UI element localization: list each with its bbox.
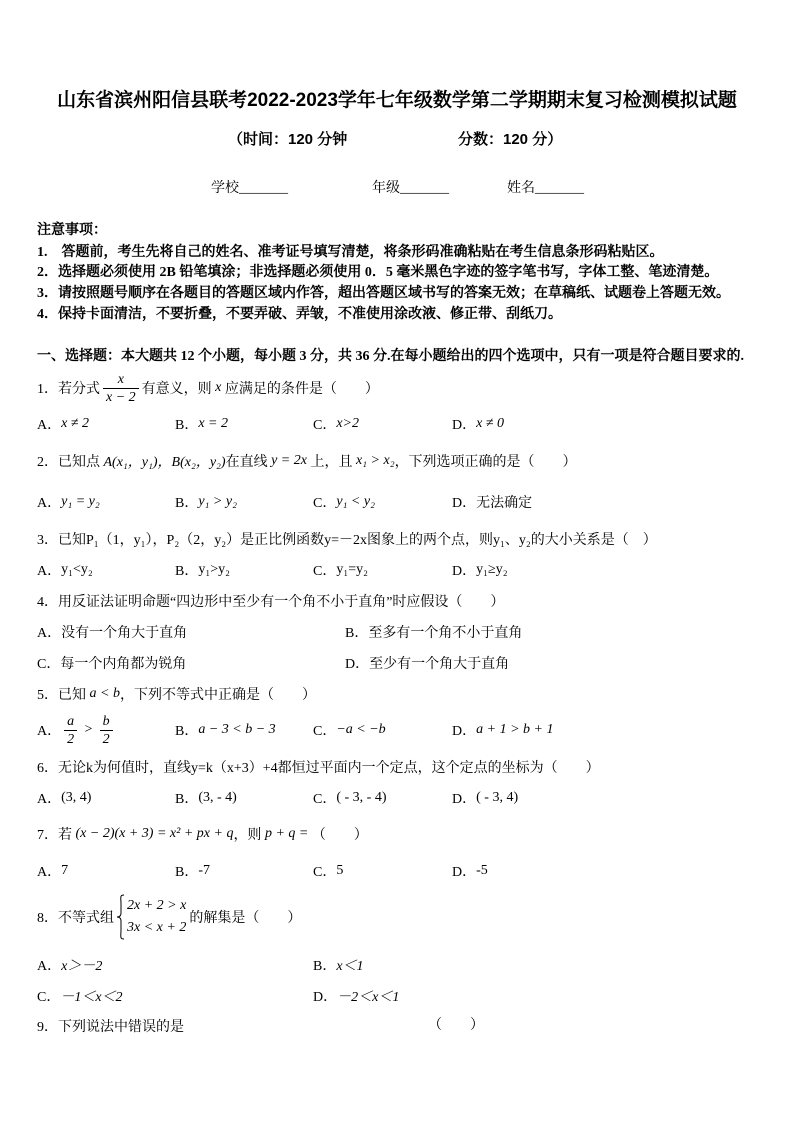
stem-text: 若分式: [58, 382, 100, 397]
grade-field: 年级_______: [372, 181, 449, 196]
question-2-stem: [37, 451, 577, 471]
notice-item-4: 4．保持卡面清洁，不要折叠，不要弄破、弄皱，不准使用涂改液、修正带、刮纸刀。: [37, 307, 562, 322]
stem-text: 3．已知P₁（1，y₁），P₂（2，y₂）是正比例函数y=－2x图象上的两个点，则y₁、y₂的大小关系是（ ）: [37, 533, 657, 548]
stem-text: 的解集是（ ）: [189, 911, 302, 926]
question-8-options-row-2: [0, 986, 794, 1006]
question-number: 8．: [37, 911, 58, 926]
question-8-options-row-1: [0, 955, 794, 975]
notice-item-1: 1. 答题前，考生先将自己的姓名、准考证号填写清楚，将条形码准确粘贴在考生信息条形码粘贴区。: [37, 245, 664, 260]
stem-text: 上，且: [306, 455, 356, 470]
option-value: 至少有一个角大于直角: [369, 657, 510, 672]
stem-text: 有意义，则: [141, 382, 216, 397]
math-expression: (x − 2)(x + 3) = x² + px + q: [75, 826, 234, 841]
math-points: A(x₁，y₁)，B(x₂，y₂): [103, 455, 226, 470]
stem-text: 已知: [58, 688, 90, 703]
option-d: [452, 414, 504, 434]
question-2-options: [0, 492, 794, 512]
option-d: [452, 560, 508, 580]
option-value: -5: [476, 863, 488, 878]
question-3-stem: [37, 529, 657, 549]
option-label: A．: [37, 865, 62, 880]
question-1-options: [0, 414, 794, 434]
option-label: A．: [37, 724, 62, 739]
stem-text: 9．下列说法中错误的是: [37, 1020, 184, 1035]
fraction-numerator: a: [67, 713, 75, 729]
inequality-system: [116, 894, 186, 940]
option-c: [313, 492, 375, 512]
question-3-options: [0, 560, 794, 580]
option-label: A．: [37, 564, 62, 579]
math-condition: a < b: [89, 686, 120, 701]
option-label: C．: [313, 792, 337, 807]
option-value: 没有一个角大于直角: [61, 626, 188, 641]
option-c: [313, 861, 343, 881]
option-label: C．: [37, 657, 61, 672]
option-value: x＜1: [336, 959, 364, 974]
math-condition: x₁ > x₂: [355, 453, 395, 468]
option-value: ( - 3, - 4): [336, 790, 387, 805]
option-label: D．: [452, 418, 477, 433]
option-value: y₁ = y₂: [61, 494, 100, 509]
option-label: C．: [313, 724, 337, 739]
question-5-stem: [37, 684, 316, 704]
math-operator: >: [80, 722, 97, 737]
question-4-options-row-2: [0, 653, 794, 673]
option-b: [175, 861, 210, 881]
option-value: y₁>y₂: [198, 562, 231, 577]
option-label: A．: [37, 959, 62, 974]
fraction-bar: [100, 730, 113, 731]
option-value: y₁ < y₂: [336, 494, 375, 509]
question-6-options: [0, 788, 794, 808]
option-value: －2＜x＜1: [337, 990, 400, 1005]
exam-title: 山东省滨州阳信县联考2022-2023学年七年级数学第二学期期末复习检测模拟试题: [57, 90, 737, 111]
option-value: (3, - 4): [198, 790, 237, 805]
question-8-stem: [37, 898, 302, 935]
stem-text: 已知点: [58, 455, 104, 470]
option-b: [175, 720, 276, 740]
option-value: y₁=y₂: [336, 562, 369, 577]
question-number: 1．: [37, 382, 58, 397]
option-value: (3, 4): [61, 790, 92, 805]
option-c: [37, 653, 186, 673]
fraction-denominator: 2: [102, 731, 110, 747]
option-label: C．: [313, 564, 337, 579]
option-value: -7: [198, 863, 211, 878]
option-value: y₁≥y₂: [476, 562, 508, 577]
option-label: B．: [175, 724, 199, 739]
option-value: x ≠ 0: [476, 416, 505, 431]
left-brace-icon: [116, 894, 125, 940]
option-label: B．: [175, 496, 199, 511]
stem-text: 6．无论k为何值时，直线y=k（x+3）+4都恒过平面内一个定点，这个定点的坐标为（ ）: [37, 761, 600, 776]
option-b: [175, 414, 228, 434]
question-4-stem: [37, 591, 504, 611]
option-a: [37, 713, 116, 747]
option-b: [175, 560, 230, 580]
math-variable: x: [215, 380, 222, 395]
stem-text: 若: [58, 828, 76, 843]
question-number: 5．: [37, 688, 58, 703]
option-label: B．: [175, 792, 199, 807]
math-line: y = 2x: [271, 453, 307, 468]
option-value: y₁ > y₂: [198, 494, 237, 509]
option-value: 7: [61, 863, 69, 878]
option-label: B．: [313, 959, 337, 974]
question-9-stem: [37, 1016, 184, 1036]
system-lines: [127, 895, 186, 939]
option-value: x = 2: [198, 416, 229, 431]
option-value: 无法确定: [476, 496, 533, 511]
option-value: a + 1 > b + 1: [476, 722, 554, 737]
fraction-bar: [64, 730, 77, 731]
question-number: 7．: [37, 828, 58, 843]
option-a: [37, 788, 91, 808]
stem-text: 4．用反证法证明命题“四边形中至少有一个角不小于直角”时应假设（ ）: [37, 595, 505, 610]
option-b: [313, 955, 364, 975]
option-label: C．: [313, 865, 337, 880]
math-expression: p + q =: [264, 826, 312, 841]
option-label: C．: [313, 418, 337, 433]
option-label: A．: [37, 792, 62, 807]
option-d: [313, 986, 399, 1006]
stem-text: ，下列不等式中正确是（ ）: [119, 688, 316, 703]
option-d: [452, 492, 532, 512]
question-number: 2．: [37, 455, 58, 470]
option-d: [452, 861, 488, 881]
fraction: [103, 372, 139, 405]
option-value: a − 3 < b − 3: [198, 722, 276, 737]
option-label: B．: [175, 865, 199, 880]
stem-text: （ ）: [311, 828, 368, 843]
option-a: [37, 955, 102, 975]
exam-time: （时间：120 分钟: [228, 131, 348, 148]
stem-text: ，则: [233, 828, 265, 843]
option-value: y₁<y₂: [61, 562, 93, 577]
option-label: D．: [452, 865, 477, 880]
option-label: D．: [452, 564, 477, 579]
stem-text: ，下列选项正确的是（ ）: [394, 455, 577, 470]
stem-text: 应满足的条件是（ ）: [221, 382, 379, 397]
section-heading: 一、选择题：本大题共 12 个小题，每小题 3 分，共 36 分.在每小题给出的四个选项中，只有一项是符合题目要求的.: [37, 349, 744, 364]
option-value: 每一个内角都为锐角: [60, 657, 187, 672]
school-field: 学校_______: [211, 181, 288, 196]
option-label: B．: [345, 626, 369, 641]
option-label: A．: [37, 496, 62, 511]
fraction: [64, 714, 77, 747]
option-value: 5: [336, 863, 344, 878]
notice-heading: 注意事项：: [37, 223, 107, 238]
option-c: [313, 414, 359, 434]
option-label: D．: [452, 496, 477, 511]
question-4-options-row-1: [0, 622, 794, 642]
answer-blank: （ ）: [428, 1018, 484, 1033]
option-label: D．: [345, 657, 370, 672]
option-label: D．: [452, 724, 477, 739]
option-value: ( - 3, 4): [476, 790, 519, 805]
option-c: [313, 720, 386, 740]
option-a: [37, 414, 89, 434]
fraction: [100, 714, 113, 747]
option-b: [345, 622, 522, 642]
option-c: [37, 986, 123, 1006]
exam-score: 分数：120 分）: [458, 131, 563, 148]
option-b: [175, 492, 237, 512]
option-c: [313, 560, 368, 580]
question-5-options: [0, 713, 794, 747]
question-6-stem: [37, 757, 600, 777]
system-line-2: 3x < x + 2: [127, 920, 187, 935]
option-value: x＞－2: [61, 959, 103, 974]
fraction-denominator: x − 2: [106, 389, 136, 405]
option-d: [452, 720, 553, 740]
fraction-numerator: x: [117, 371, 124, 387]
option-value: －1＜x＜2: [60, 990, 123, 1005]
option-label: D．: [452, 792, 477, 807]
fraction-bar: [103, 388, 139, 389]
name-field: 姓名_______: [507, 181, 584, 196]
option-a: [37, 622, 187, 642]
option-a: [37, 492, 100, 512]
option-label: C．: [313, 496, 337, 511]
option-c: [313, 788, 387, 808]
option-label: A．: [37, 418, 62, 433]
system-line-1: 2x + 2 > x: [127, 898, 187, 913]
option-value: x>2: [336, 416, 360, 431]
option-d: [345, 653, 509, 673]
fraction-denominator: 2: [67, 731, 75, 747]
fraction-numerator: b: [102, 713, 110, 729]
option-value: x ≠ 2: [61, 416, 90, 431]
stem-text: 在直线: [225, 455, 272, 470]
question-7-stem: [37, 824, 368, 844]
option-a: [37, 560, 93, 580]
question-1-stem: [37, 371, 379, 405]
option-d: [452, 788, 518, 808]
option-label: B．: [175, 418, 199, 433]
stem-text: 不等式组: [58, 911, 114, 926]
option-value: 至多有一个角不小于直角: [368, 626, 523, 641]
notice-item-2: 2．选择题必须使用 2B 铅笔填涂；非选择题必须使用 0．5 毫米黑色字迹的签字笔书写，字体工整、笔迹清楚。: [37, 265, 719, 280]
option-label: A．: [37, 626, 62, 641]
option-b: [175, 788, 237, 808]
notice-item-3: 3．请按照题号顺序在各题目的答题区域内作答，超出答题区域书写的答案无效；在草稿纸、试题卷上答题无效。: [37, 286, 730, 301]
option-value: −a < −b: [336, 722, 386, 737]
question-7-options: [0, 861, 794, 881]
option-a: [37, 861, 68, 881]
option-label: D．: [313, 990, 338, 1005]
option-label: C．: [37, 990, 61, 1005]
option-label: B．: [175, 564, 199, 579]
